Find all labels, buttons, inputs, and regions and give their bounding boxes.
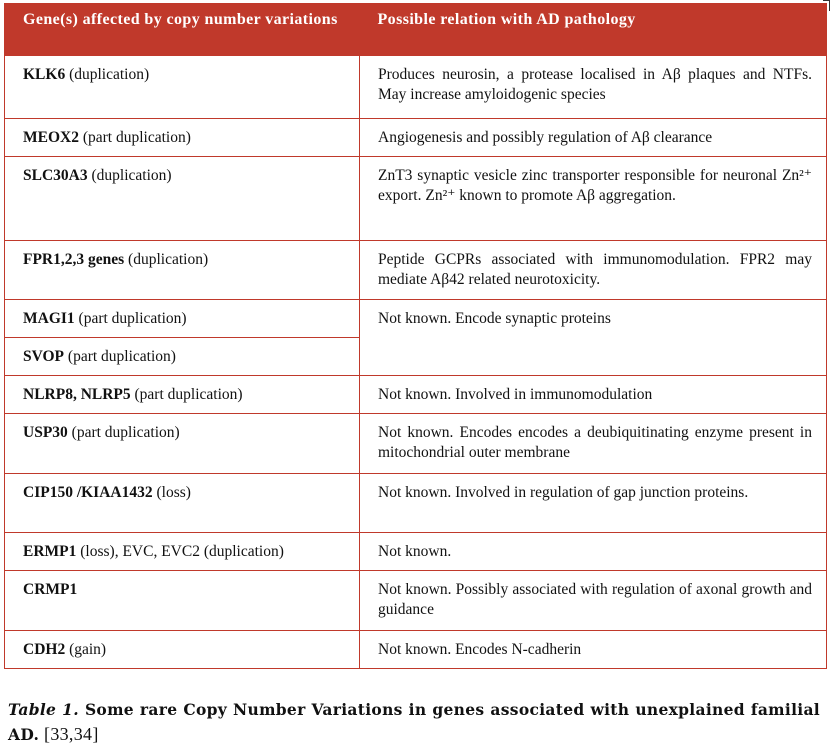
- table-row: [5, 414, 827, 474]
- gene-cell: [5, 56, 360, 119]
- table-row: [5, 300, 827, 338]
- gene-cell: [5, 474, 360, 533]
- gene-cell: [5, 533, 360, 571]
- caption-text: Some rare Copy Number Variations in genes associated with unexplained familial AD.: [8, 700, 820, 744]
- cnv-table-container: [4, 3, 826, 669]
- gene-cell: [5, 338, 360, 376]
- gene-cell: [5, 300, 360, 338]
- gene-cell: [5, 631, 360, 669]
- gene-note: (gain): [65, 641, 107, 658]
- relation-cell: Peptide GCPRs associated with immunomodulation. FPR2 may mediate Aβ42 related neurotoxicity.: [360, 241, 827, 300]
- gene-name: USP30: [23, 424, 68, 441]
- relation-cell: Not known. Encodes encodes a deubiquitinating enzyme present in mitochondrial outer membrane: [360, 414, 827, 474]
- gene-name: MEOX2: [23, 129, 79, 146]
- table-row: [5, 56, 827, 119]
- relation-cell: Angiogenesis and possibly regulation of Aβ clearance: [360, 119, 827, 157]
- gene-name: ERMP1: [23, 543, 77, 560]
- table-row: [5, 241, 827, 300]
- gene-note: (duplication): [87, 167, 172, 184]
- relation-cell: Not known. Involved in regulation of gap junction proteins.: [360, 474, 827, 533]
- table-header-row: [5, 4, 827, 56]
- table-row: [5, 119, 827, 157]
- table-caption: [8, 697, 820, 747]
- gene-name: SVOP: [23, 348, 65, 365]
- gene-note: (duplication): [124, 251, 209, 268]
- gene-name: CRMP1: [23, 581, 78, 598]
- relation-cell: Not known. Encode synaptic proteins: [360, 300, 827, 376]
- table-row: [5, 533, 827, 571]
- table-row: [5, 571, 827, 631]
- gene-name: CDH2: [23, 641, 66, 658]
- table-row: [5, 631, 827, 669]
- table-row: [5, 157, 827, 241]
- gene-cell: [5, 241, 360, 300]
- gene-name: NLRP8, NLRP5: [23, 386, 131, 403]
- caption-references: [33,34]: [39, 724, 99, 744]
- relation-cell: Not known.: [360, 533, 827, 571]
- gene-cell: [5, 414, 360, 474]
- gene-name: MAGI1: [23, 310, 75, 327]
- header-genes: Gene(s) affected by copy number variations: [5, 4, 360, 56]
- relation-cell: Not known. Encodes N-cadherin: [360, 631, 827, 669]
- relation-cell: Not known. Involved in immunomodulation: [360, 376, 827, 414]
- gene-note: (loss), EVC, EVC2 (duplication): [76, 543, 284, 560]
- gene-cell: [5, 376, 360, 414]
- table-row: [5, 474, 827, 533]
- gene-note: (part duplication): [74, 310, 187, 327]
- gene-note: (part duplication): [78, 129, 191, 146]
- caption-label: Table 1.: [8, 700, 79, 719]
- gene-cell: [5, 571, 360, 631]
- gene-note: (part duplication): [64, 348, 176, 365]
- gene-cell: [5, 119, 360, 157]
- gene-note: (duplication): [65, 66, 150, 83]
- gene-name: FPR1,2,3 genes: [23, 251, 125, 268]
- relation-cell: Produces neurosin, a protease localised in Aβ plaques and NTFs. May increase amyloidogenic species: [360, 56, 827, 119]
- gene-note: (part duplication): [130, 386, 243, 403]
- relation-cell: ZnT3 synaptic vesicle zinc transporter responsible for neuronal Zn²⁺ export. Zn²⁺ known to promote Aβ aggregation.: [360, 157, 827, 241]
- gene-name: KLK6: [23, 66, 66, 83]
- gene-cell: [5, 157, 360, 241]
- gene-note: (part duplication): [67, 424, 180, 441]
- header-relation: Possible relation with AD pathology: [360, 4, 827, 56]
- gene-name: SLC30A3: [23, 167, 88, 184]
- gene-note: (loss): [152, 484, 191, 501]
- gene-name: CIP150 /KIAA1432: [23, 484, 153, 501]
- relation-cell: Not known. Possibly associated with regulation of axonal growth and guidance: [360, 571, 827, 631]
- cnv-table: [4, 3, 827, 669]
- table-row: [5, 376, 827, 414]
